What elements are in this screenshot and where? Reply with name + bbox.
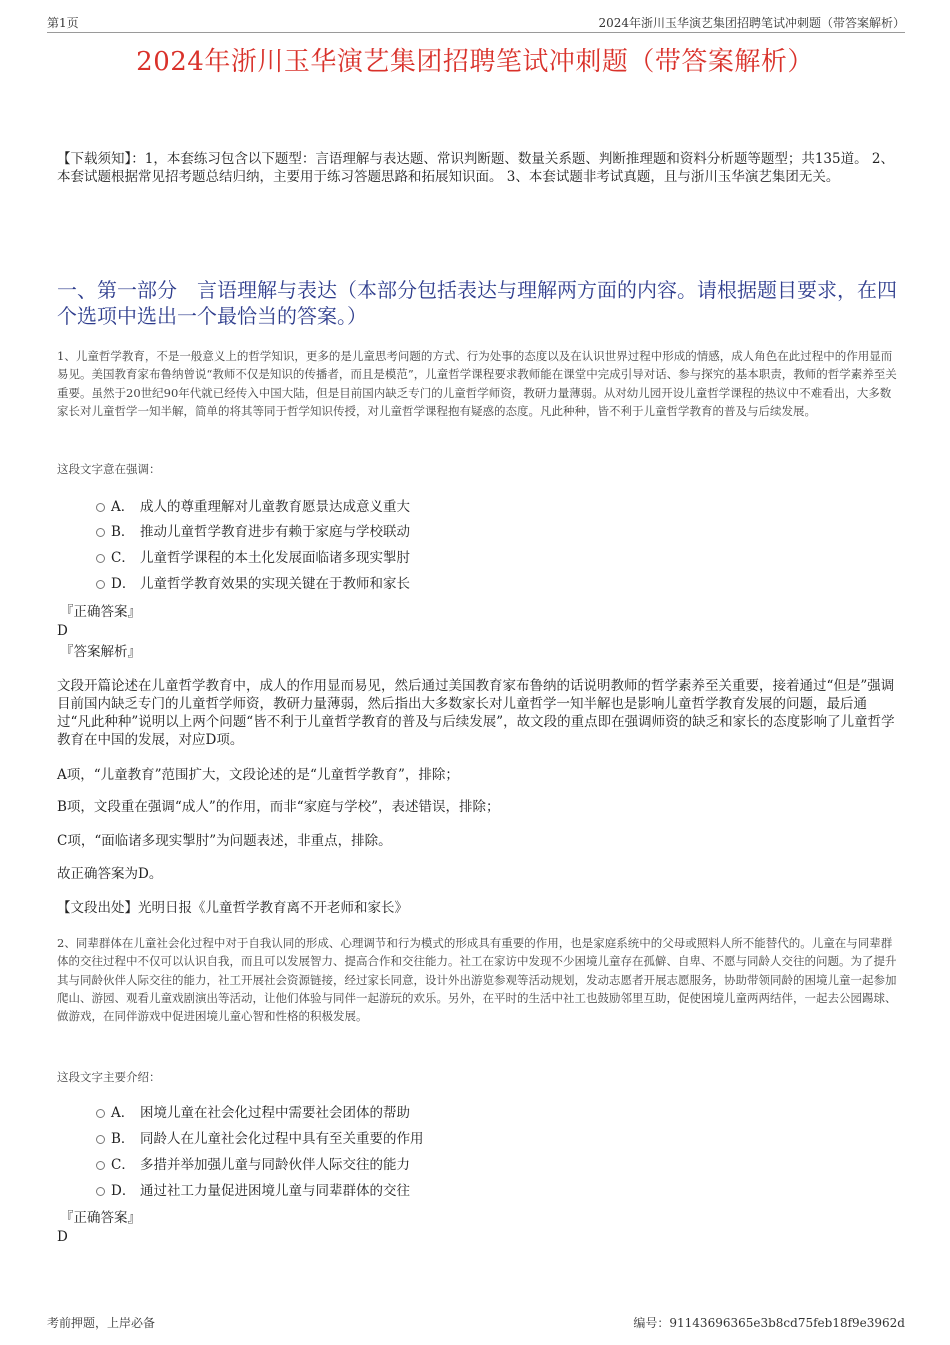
question-1-analysis-label: 『答案解析』 <box>60 644 141 660</box>
download-notice: 【下载须知】：1，本套练习包含以下题型：言语理解与表达题、常识判断题、数量关系题、判断推理题和资料分析题等题型；共135道。 2、本套试题根据常见招考题总结归纳，主要用于练习答题思路和拓展知识面。 3、本套试题非考试真题，且与浙川玉华演艺集团无关。 <box>57 151 894 185</box>
section-heading: 一、第一部分 言语理解与表达（本部分包括表达与理解两方面的内容。请根据题目要求，在四个选项中选出一个最恰当的答案。） <box>57 278 897 328</box>
question-1-option-a[interactable]: A． 成人的尊重理解对儿童教育愿景达成意义重大 <box>96 497 410 517</box>
question-1-conclusion: 故正确答案为D。 <box>57 866 163 882</box>
footer-slogan: 考前押题，上岸必备 <box>47 1316 156 1330</box>
radio-icon[interactable] <box>96 1161 105 1170</box>
question-1-note-b: B项，文段重在强调“成人”的作用，而非“家庭与学校”，表述错误，排除； <box>57 799 500 815</box>
question-2-option-b[interactable]: B． 同龄人在儿童社会化过程中具有至关重要的作用 <box>96 1129 424 1149</box>
radio-icon[interactable] <box>96 503 105 512</box>
radio-icon[interactable] <box>96 554 105 563</box>
question-1-note-c: C项，“面临诸多现实掣肘”为问题表述，非重点，排除。 <box>57 833 392 849</box>
page-header <box>47 14 905 33</box>
header-doc-title: 2024年浙川玉华演艺集团招聘笔试冲刺题（带答案解析） <box>598 16 905 30</box>
question-1-option-b[interactable]: B． 推动儿童哲学教育进步有赖于家庭与学校联动 <box>96 522 410 542</box>
radio-icon[interactable] <box>96 580 105 589</box>
question-2-answer-label: 『正确答案』 <box>60 1210 141 1226</box>
page-number: 第1页 <box>47 16 79 30</box>
question-1-option-d[interactable]: D． 儿童哲学教育效果的实现关键在于教师和家长 <box>96 574 410 594</box>
question-1-answer: D <box>57 623 68 639</box>
question-2-answer: D <box>57 1229 68 1245</box>
question-2-prompt: 这段文字主要介绍： <box>57 1070 161 1084</box>
question-2-option-c[interactable]: C． 多措并举加强儿童与同龄伙伴人际交往的能力 <box>96 1155 410 1175</box>
question-2-text: 2、同辈群体在儿童社会化过程中对于自我认同的形成、心理调节和行为模式的形成具有重要的作用，也是家庭系统中的父母或照料人所不能替代的。儿童在与同辈群体的交往过程中不仅可以认识自我，而且可以发展智力、提高合作和交往能力。社工在家访中发现不少困境儿童存在孤僻、自卑、不愿与同龄人交往的问题。为了提升其与同龄伙伴人际交往的能力，社工开展社会资源链接，经过家长同意，设计外出游览参观等活动规划，发动志愿者开展志愿服务，协助带领同龄的困境儿童一起参加爬山、游园、观看儿童戏剧演出等活动，让他们体验与同伴一起游玩的欢乐。另外，在平时的生活中社工也鼓励邻里互助，促使困境儿童两两结伴，一起去公园踢球、做游戏，在同伴游戏中促进困境儿童心智和性格的积极发展。 <box>57 936 897 1024</box>
question-1-note-a: A项，“儿童教育”范围扩大，文段论述的是“儿童哲学教育”，排除； <box>57 767 459 783</box>
radio-icon[interactable] <box>96 528 105 537</box>
footer-serial: 编号：91143696365e3b8cd75feb18f9e3962d <box>633 1316 905 1330</box>
question-2-option-d[interactable]: D． 通过社工力量促进困境儿童与同辈群体的交往 <box>96 1181 410 1201</box>
question-2-option-a[interactable]: A． 困境儿童在社会化过程中需要社会团体的帮助 <box>96 1103 410 1123</box>
question-1-source: 【文段出处】光明日报《儿童哲学教育离不开老师和家长》 <box>57 900 408 916</box>
radio-icon[interactable] <box>96 1109 105 1118</box>
question-1-prompt: 这段文字意在强调： <box>57 462 161 476</box>
radio-icon[interactable] <box>96 1135 105 1144</box>
question-1-answer-label: 『正确答案』 <box>60 604 141 620</box>
radio-icon[interactable] <box>96 1187 105 1196</box>
question-1-option-c[interactable]: C． 儿童哲学课程的本土化发展面临诸多现实掣肘 <box>96 548 410 568</box>
question-1-text: 1、儿童哲学教育，不是一般意义上的哲学知识，更多的是儿童思考问题的方式、行为处事的态度以及在认识世界过程中形成的情感，成人角色在此过程中的作用显而易见。美国教育家布鲁纳曾说“教师不仅是知识的传播者，而且是模范”，儿童哲学课程要求教师能在课堂中完成引导对话、参与探究的基本职责，教师的哲学素养至关重要。虽然于20世纪90年代就已经传入中国大陆，但是目前国内缺乏专门的儿童哲学师资，教研力量薄弱。从对幼儿园开设儿童哲学课程的热议中不难看出，大多数家长对儿童哲学一知半解，简单的将其等同于哲学知识传授，对儿童哲学课程抱有疑惑的态度。凡此种种，皆不利于儿童哲学教育的普及与后续发展。 <box>57 349 897 418</box>
document-title: 2024年浙川玉华演艺集团招聘笔试冲刺题（带答案解析） <box>136 47 814 77</box>
question-1-analysis: 文段开篇论述在儿童哲学教育中，成人的作用显而易见，然后通过美国教育家布鲁纳的话说明教师的哲学素养至关重要，接着通过“但是”强调目前国内缺乏专门的儿童哲学师资，教研力量薄弱，然后指出大多数家长对儿童哲学一知半解也是影响儿童哲学教育发展的问题，最后通过“凡此种种”说明以上两个问题“皆不利于儿童哲学教育的普及与后续发展”，故文段的重点即在强调师资的缺乏和家长的态度影响了儿童哲学教育在中国的发展，对应D项。 <box>57 678 895 748</box>
